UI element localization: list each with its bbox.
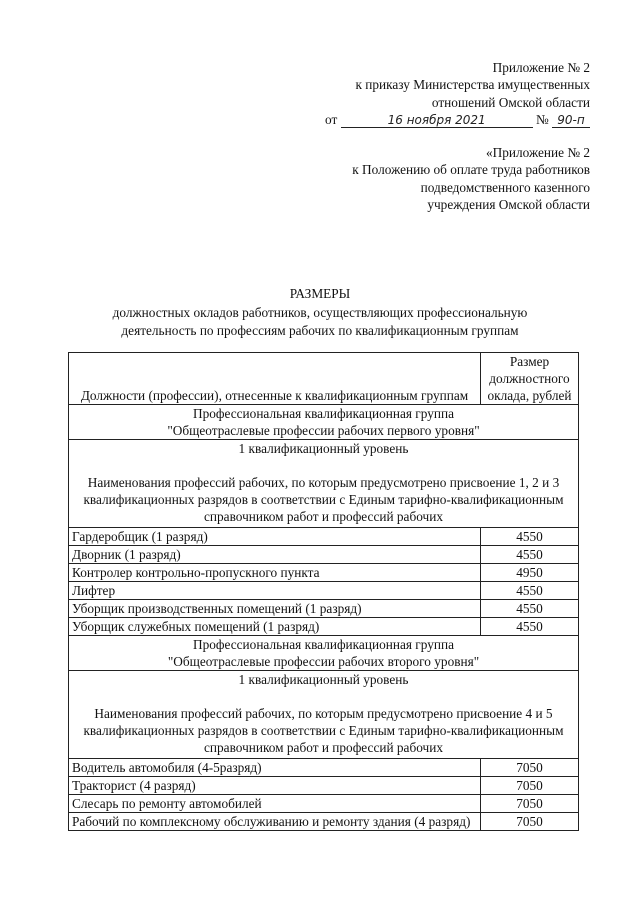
- title-subtitle-line2: деятельность по профессиям рабочих по квалификационным группам: [121, 323, 519, 338]
- handwritten-number: 90-п: [552, 113, 590, 128]
- group2-title: [69, 636, 579, 671]
- position-name: Гардеробщик (1 разряд): [69, 528, 481, 546]
- salary-value: 7050: [481, 795, 579, 813]
- table-row: [69, 600, 579, 618]
- salary-column-header: Размер должностного оклада, рублей: [481, 353, 579, 405]
- table-row: [69, 546, 579, 564]
- institution-line2: учреждения Омской области: [427, 197, 590, 213]
- date-prefix: от: [325, 112, 338, 128]
- salary-value: 4550: [481, 546, 579, 564]
- group1-description: Наименования профессий рабочих, по которым предусмотрено присвоение 1, 2 и 3 квалификационных разрядов в соответствии с Единым тарифно-квалификационным справочником работ и профессий рабочих: [83, 475, 564, 524]
- salary-value: 7050: [481, 759, 579, 777]
- salary-value: 4950: [481, 564, 579, 582]
- group-title-row: [69, 405, 579, 440]
- document-title: [0, 286, 640, 342]
- group1-title-line2: "Общеотраслевые профессии рабочих первого уровня": [167, 423, 480, 438]
- group-level-row: [69, 671, 579, 759]
- salary-value: 4550: [481, 582, 579, 600]
- appendix-title: Приложение № 2: [492, 60, 590, 75]
- group2-description: Наименования профессий рабочих, по которым предусмотрено присвоение 4 и 5 квалификационных разрядов в соответствии с Единым тарифно-квалификационным справочником работ и профессий рабочих: [83, 706, 564, 755]
- table-row: [69, 528, 579, 546]
- group1-level: [69, 440, 579, 528]
- table-row: [69, 618, 579, 636]
- salary-value: 7050: [481, 813, 579, 831]
- position-name: Лифтер: [69, 582, 481, 600]
- position-name: Дворник (1 разряд): [69, 546, 481, 564]
- table-row: [69, 582, 579, 600]
- title-heading: РАЗМЕРЫ: [289, 286, 351, 301]
- group2-level-label: 1 квалификационный уровень: [238, 672, 409, 687]
- table-row: [69, 795, 579, 813]
- salary-value: 4550: [481, 600, 579, 618]
- position-name: Уборщик служебных помещений (1 разряд): [69, 618, 481, 636]
- title-subtitle-line1: должностных окладов работников, осуществляющих профессиональную: [112, 304, 528, 320]
- salary-value: 4550: [481, 528, 579, 546]
- salary-table: [68, 352, 579, 831]
- position-name: Слесарь по ремонту автомобилей: [69, 795, 481, 813]
- group-level-row: [69, 440, 579, 528]
- group2-level: [69, 671, 579, 759]
- table-header-row: [69, 353, 579, 405]
- table-row: [69, 759, 579, 777]
- order-date-line: [325, 112, 590, 129]
- position-name: Водитель автомобиля (4-5разряд): [69, 759, 481, 777]
- ministry-name: отношений Омской области: [431, 94, 590, 110]
- table-row: [69, 813, 579, 831]
- table-row: [69, 777, 579, 795]
- group2-title-line2: "Общеотраслевые профессии рабочих второго уровня": [167, 654, 480, 669]
- handwritten-date: 16 ноября 2021: [341, 113, 533, 128]
- salary-value: 4550: [481, 618, 579, 636]
- order-reference: к приказу Министерства имущественных: [355, 77, 590, 93]
- institution-line1: подведомственного казенного: [420, 179, 590, 195]
- group1-title: [69, 405, 579, 440]
- position-column-header: Должности (профессии), отнесенные к квалификационным группам: [69, 353, 481, 405]
- group2-title-line1: Профессиональная квалификационная группа: [193, 637, 454, 652]
- position-name: Тракторист (4 разряд): [69, 777, 481, 795]
- regulation-header: [352, 145, 590, 215]
- group-title-row: [69, 636, 579, 671]
- position-name: Рабочий по комплексному обслуживанию и ремонту здания (4 разряд): [69, 813, 481, 831]
- regulation-reference: к Положению об оплате труда работников: [352, 162, 590, 178]
- position-name: Контролер контрольно-пропускного пункта: [69, 564, 481, 582]
- appendix-header: [325, 60, 590, 130]
- group1-level-label: 1 квалификационный уровень: [238, 441, 409, 456]
- number-prefix: №: [535, 112, 549, 128]
- regulation-appendix-title: «Приложение № 2: [486, 145, 590, 160]
- group1-title-line1: Профессиональная квалификационная группа: [193, 406, 454, 421]
- table-row: [69, 564, 579, 582]
- salary-value: 7050: [481, 777, 579, 795]
- position-name: Уборщик производственных помещений (1 разряд): [69, 600, 481, 618]
